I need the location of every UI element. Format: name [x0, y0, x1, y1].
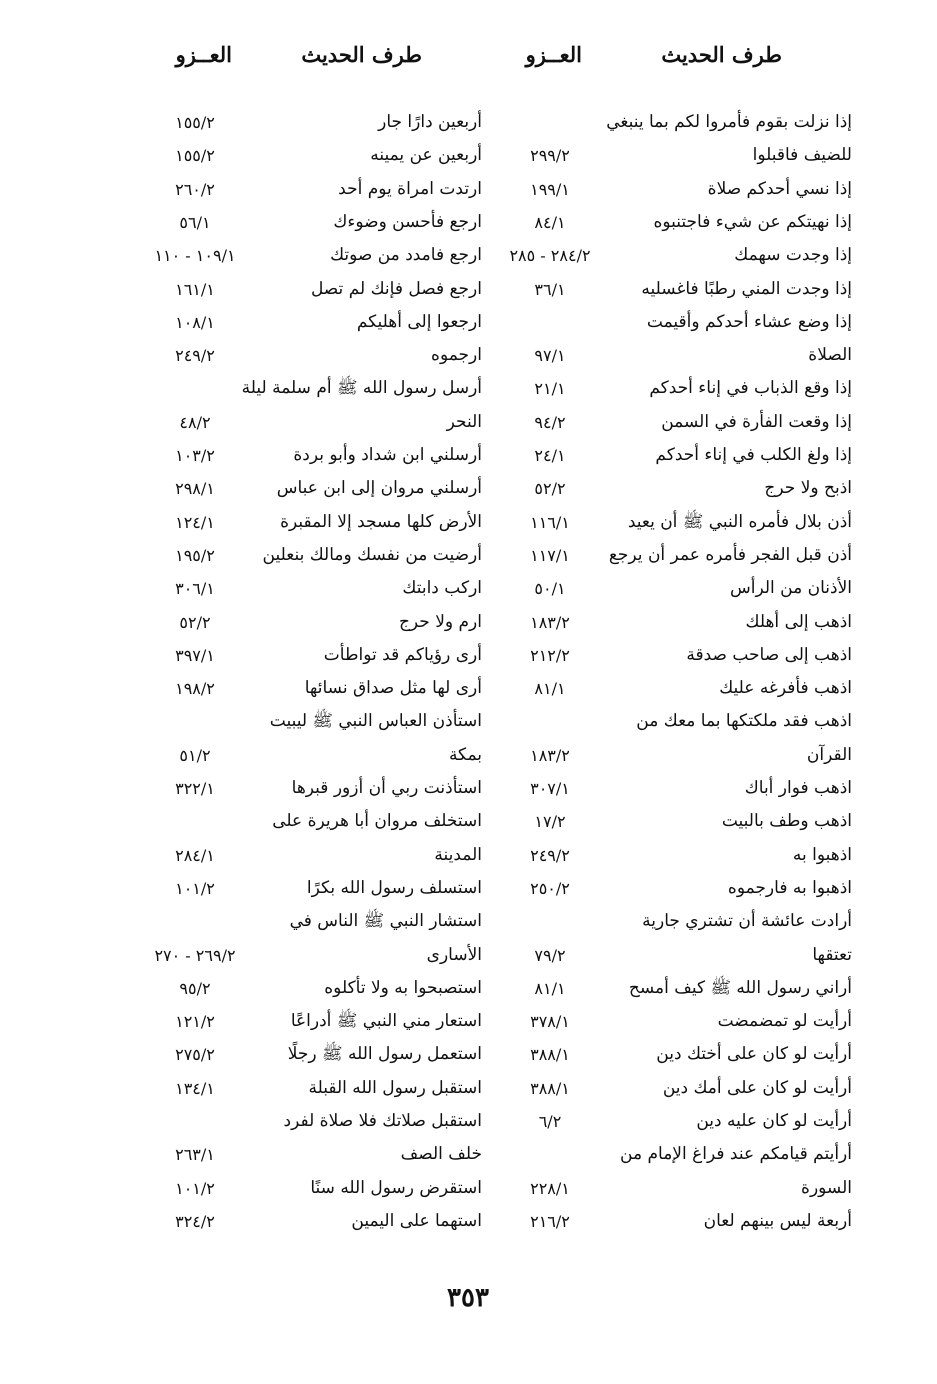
hadith-text-1: إذا نسي أحدكم صلاة: [707, 178, 852, 199]
reference-1: ١٨٣/٢: [530, 612, 570, 632]
table-row: [0, 206, 937, 239]
hadith-text-2: استشار النبي ﷺ الناس في: [289, 911, 482, 932]
hadith-text-2: الأسارى: [426, 944, 482, 965]
reference-1: ٣٧٨/١: [530, 1012, 570, 1032]
hadith-text-1: إذا وقع الذباب في إناء أحدكم: [649, 378, 852, 399]
table-row: [0, 472, 937, 505]
table-row: [0, 306, 937, 339]
hadith-text-1: أرأيت لو كان على أمك دين: [662, 1077, 852, 1098]
table-row: [0, 1105, 937, 1138]
hadith-text-2: ارجع فامدد من صوتك: [330, 245, 482, 266]
hadith-text-2: استهما على اليمين: [351, 1210, 482, 1231]
reference-1: ٢٤٩/٢: [530, 845, 570, 865]
table-row: [0, 406, 937, 439]
reference-1: ٢١٢/٢: [530, 645, 570, 665]
reference-2: ١٠١/٢: [175, 1178, 215, 1198]
reference-1: ٣٨٨/١: [530, 1078, 570, 1098]
hadith-text-1: اذهب وطف بالبيت: [721, 811, 852, 832]
table-row: [0, 939, 937, 972]
table-row: [0, 572, 937, 605]
table-row: [0, 639, 937, 672]
reference-2: ٤٨/٢: [179, 412, 211, 432]
reference-1: ١١٧/١: [530, 545, 570, 565]
reference-1: ٨١/١: [534, 679, 566, 699]
table-row: [0, 506, 937, 539]
hadith-text-1: أذن قبل الفجر فأمره عمر أن يرجع: [608, 544, 852, 565]
reference-2: ١٩٥/٢: [175, 545, 215, 565]
hadith-text-2: خلف الصف: [400, 1144, 482, 1165]
hadith-text-2: استخلف مروان أبا هريرة على: [272, 811, 482, 832]
hadith-text-1: اذهبوا به: [792, 844, 852, 865]
hadith-text-1: إذا وجدت المني رطبًا فاغسليه: [641, 278, 852, 299]
hadith-text-1: إذا وقعت الفأرة في السمن: [661, 411, 852, 432]
reference-2: ١٠١/٢: [175, 878, 215, 898]
hadith-text-2: استصبحوا به ولا تأكلوه: [324, 977, 482, 998]
table-row: [0, 439, 937, 472]
hadith-text-2: ارجعوا إلى أهليكم: [356, 311, 482, 332]
table-row: [0, 905, 937, 938]
page-number: ٣٥٣: [447, 1283, 489, 1313]
reference-2: ٣٩٧/١: [175, 645, 215, 665]
reference-2: ١٢٤/١: [175, 512, 215, 532]
hadith-text-1: أرادت عائشة أن تشتري جارية: [642, 911, 852, 932]
hadith-text-2: استأذنت ربي أن أزور قبرها: [291, 778, 482, 798]
table-row: [0, 173, 937, 206]
table-row: [0, 372, 937, 405]
table-row: [0, 606, 937, 639]
reference-1: ٢٩٩/٢: [530, 146, 570, 166]
reference-1: ٣٦/١: [534, 279, 566, 299]
hadith-text-2: أرسل رسول الله ﷺ أم سلمة ليلة: [241, 378, 482, 399]
hadith-text-2: اركب دابتك: [402, 578, 482, 599]
hadith-text-2: أرى لها مثل صداق نسائها: [304, 678, 482, 699]
hadith-text-2: أربعين دارًا جار: [378, 112, 482, 132]
reference-1: ٨١/١: [534, 978, 566, 998]
reference-2: ٥٢/٢: [179, 612, 211, 632]
hadith-text-1: أربعة ليس بينهم لعان: [703, 1210, 852, 1231]
reference-2: ٥٦/١: [179, 212, 211, 232]
table-row: [0, 273, 937, 306]
hadith-text-2: استعمل رسول الله ﷺ رجلًا: [287, 1044, 482, 1065]
reference-2: ٣٢٢/١: [175, 779, 215, 798]
reference-1: ٦/٢: [538, 1112, 562, 1131]
table-row: [0, 1038, 937, 1071]
hadith-text-2: استقبل رسول الله القبلة: [308, 1077, 482, 1098]
hadith-text-1: اذهب فأفرغه عليك: [719, 678, 852, 699]
reference-2: ١٥٥/٢: [175, 146, 215, 166]
table-row: [0, 805, 937, 838]
reference-2: ٢٨٤/١: [175, 845, 215, 865]
hadith-text-1: تعتقها: [812, 944, 852, 965]
table-row: [0, 839, 937, 872]
hadith-text-1: إذا ولغ الكلب في إناء أحدكم: [655, 445, 852, 465]
reference-1: ٣٨٨/١: [530, 1045, 570, 1065]
reference-1: ٣٠٧/١: [530, 779, 570, 798]
hadith-text-1: إذا نهيتكم عن شيء فاجتنبوه: [653, 211, 852, 232]
hadith-text-2: ارم ولا حرج: [398, 611, 482, 632]
table-row: [0, 1072, 937, 1105]
reference-1: ١٩٩/١: [530, 179, 570, 199]
table-row: [0, 739, 937, 772]
hadith-text-1: أذن بلال فأمره النبي ﷺ أن يعيد: [627, 511, 852, 532]
reference-2: ١٦١/١: [175, 279, 215, 299]
reference-1: ٥٠/١: [534, 579, 566, 599]
reference-2: ٩٥/٢: [179, 978, 211, 998]
hadith-text-2: استعار مني النبي ﷺ أدراعًا: [290, 1011, 482, 1032]
reference-2: ٢٦٠/٢: [175, 179, 215, 199]
hadith-text-1: اذهبوا به فارجموه: [727, 877, 852, 898]
hadith-text-2: أربعين عن يمينه: [370, 145, 482, 166]
table-row: [0, 539, 937, 572]
hadith-text-1: إذا وجدت سهمك: [734, 245, 852, 266]
reference-1: ٢٥٠/٢: [530, 878, 570, 898]
hadith-text-1: الأذنان من الرأس: [730, 578, 852, 599]
reference-2: ٢٦٣/١: [175, 1145, 215, 1165]
reference-2: ٣٠٦/١: [175, 579, 215, 599]
hadith-text-2: النحر: [446, 411, 482, 432]
reference-1: ١٧/٢: [534, 812, 566, 832]
hadith-text-1: السورة: [801, 1177, 852, 1198]
reference-1: ٢١٦/٢: [530, 1211, 570, 1231]
hadith-text-2: استقبل صلاتك فلا صلاة لفرد: [283, 1111, 482, 1131]
table-row: [0, 672, 937, 705]
table-row: [0, 1005, 937, 1038]
reference-2: ٢٤٩/٢: [175, 346, 215, 366]
reference-2: ٢٩٨/١: [175, 479, 215, 499]
hadith-text-2: بمكة: [448, 744, 482, 765]
reference-1: ٧٩/٢: [534, 945, 566, 965]
hadith-text-1: الصلاة: [808, 345, 852, 366]
reference-2: ١٠٩/١ - ١١٠: [154, 246, 236, 266]
hadith-text-1: للضيف فاقبلوا: [752, 145, 852, 166]
hadith-text-2: ارتدت امراة يوم أحد: [338, 178, 482, 199]
hadith-text-2: ارجع فصل فإنك لم تصل: [310, 278, 482, 299]
table-row: [0, 1138, 937, 1171]
table-row: [0, 1172, 937, 1205]
hadith-text-1: إذا وضع عشاء أحدكم وأقيمت: [646, 311, 852, 332]
table-row: [0, 772, 937, 805]
hadith-text-1: إذا نزلت بقوم فأمروا لكم بما ينبغي: [606, 112, 852, 132]
hadith-text-1: أرأيتم قيامكم عند فراغ الإمام من: [620, 1144, 852, 1165]
table-row: [0, 239, 937, 272]
hadith-text-2: أرسلني ابن شداد وأبو بردة: [293, 445, 482, 465]
reference-2: ٣٢٤/٢: [175, 1211, 215, 1231]
reference-1: ٩٤/٢: [534, 412, 566, 432]
reference-2: ٢٦٩/٢ - ٢٧٠: [154, 945, 236, 965]
table-row: [0, 872, 937, 905]
hadith-text-1: اذهب فوار أباك: [744, 778, 852, 798]
table-row: [0, 339, 937, 372]
reference-2: ١٠٣/٢: [175, 446, 215, 465]
hadith-text-2: ارجموه: [431, 345, 482, 366]
reference-2: ١٠٨/١: [175, 312, 215, 332]
reference-1: ٢٢٨/١: [530, 1178, 570, 1198]
table-row: [0, 1205, 937, 1238]
hadith-text-1: اذهب إلى صاحب صدقة: [686, 644, 852, 665]
header-hadith-2: طرف الحديث: [301, 42, 422, 67]
header-hadith-1: طرف الحديث: [661, 42, 782, 67]
hadith-text-1: اذبح ولا حرج: [764, 478, 852, 499]
table-row: [0, 139, 937, 172]
reference-1: ١١٦/١: [530, 512, 570, 532]
reference-2: ١٩٨/٢: [175, 679, 215, 699]
reference-1: ٩٧/١: [534, 346, 566, 366]
hadith-text-2: المدينة: [434, 844, 482, 865]
header-ref-1: العــزو: [525, 42, 582, 67]
hadith-text-2: أرضيت من نفسك ومالك بنعلين: [262, 544, 482, 565]
hadith-text-2: ارجع فأحسن وضوءك: [333, 211, 482, 232]
hadith-text-2: استسلف رسول الله بكرًا: [306, 877, 482, 898]
reference-1: ٢٤/١: [534, 446, 566, 465]
reference-1: ١٨٣/٢: [530, 745, 570, 765]
hadith-text-2: استأذن العباس النبي ﷺ ليبيت: [269, 711, 482, 732]
hadith-text-2: أرى رؤياكم قد تواطأت: [323, 644, 482, 665]
hadith-text-1: اذهب فقد ملكتكها بما معك من: [636, 711, 852, 732]
reference-2: ١٢١/٢: [175, 1012, 215, 1032]
hadith-text-1: أراني رسول الله ﷺ كيف أمسح: [628, 977, 852, 998]
hadith-text-1: القرآن: [806, 744, 852, 765]
reference-1: ٥٢/٢: [534, 479, 566, 499]
hadith-text-1: أرأيت لو كان على أختك دين: [656, 1044, 852, 1065]
reference-1: ٢٨٤/٢ - ٢٨٥: [509, 246, 591, 266]
hadith-text-1: أرأيت لو تمضمضت: [717, 1011, 852, 1032]
hadith-text-2: استقرض رسول الله سنًا: [310, 1177, 482, 1198]
table-row: [0, 705, 937, 738]
table-row: [0, 972, 937, 1005]
hadith-text-1: اذهب إلى أهلك: [745, 611, 852, 632]
header-ref-2: العــزو: [175, 42, 232, 67]
hadith-text-2: الأرض كلها مسجد إلا المقبرة: [280, 511, 482, 532]
hadith-text-2: أرسلني مروان إلى ابن عباس: [276, 478, 482, 499]
reference-2: ٢٧٥/٢: [175, 1045, 215, 1065]
reference-2: ٥١/٢: [179, 745, 211, 765]
table-row: [0, 106, 937, 139]
reference-2: ١٣٤/١: [175, 1078, 215, 1098]
reference-1: ٢١/١: [534, 379, 566, 399]
hadith-text-1: أرأيت لو كان عليه دين: [696, 1111, 852, 1131]
reference-1: ٨٤/١: [534, 212, 566, 232]
reference-2: ١٥٥/٢: [175, 113, 215, 132]
